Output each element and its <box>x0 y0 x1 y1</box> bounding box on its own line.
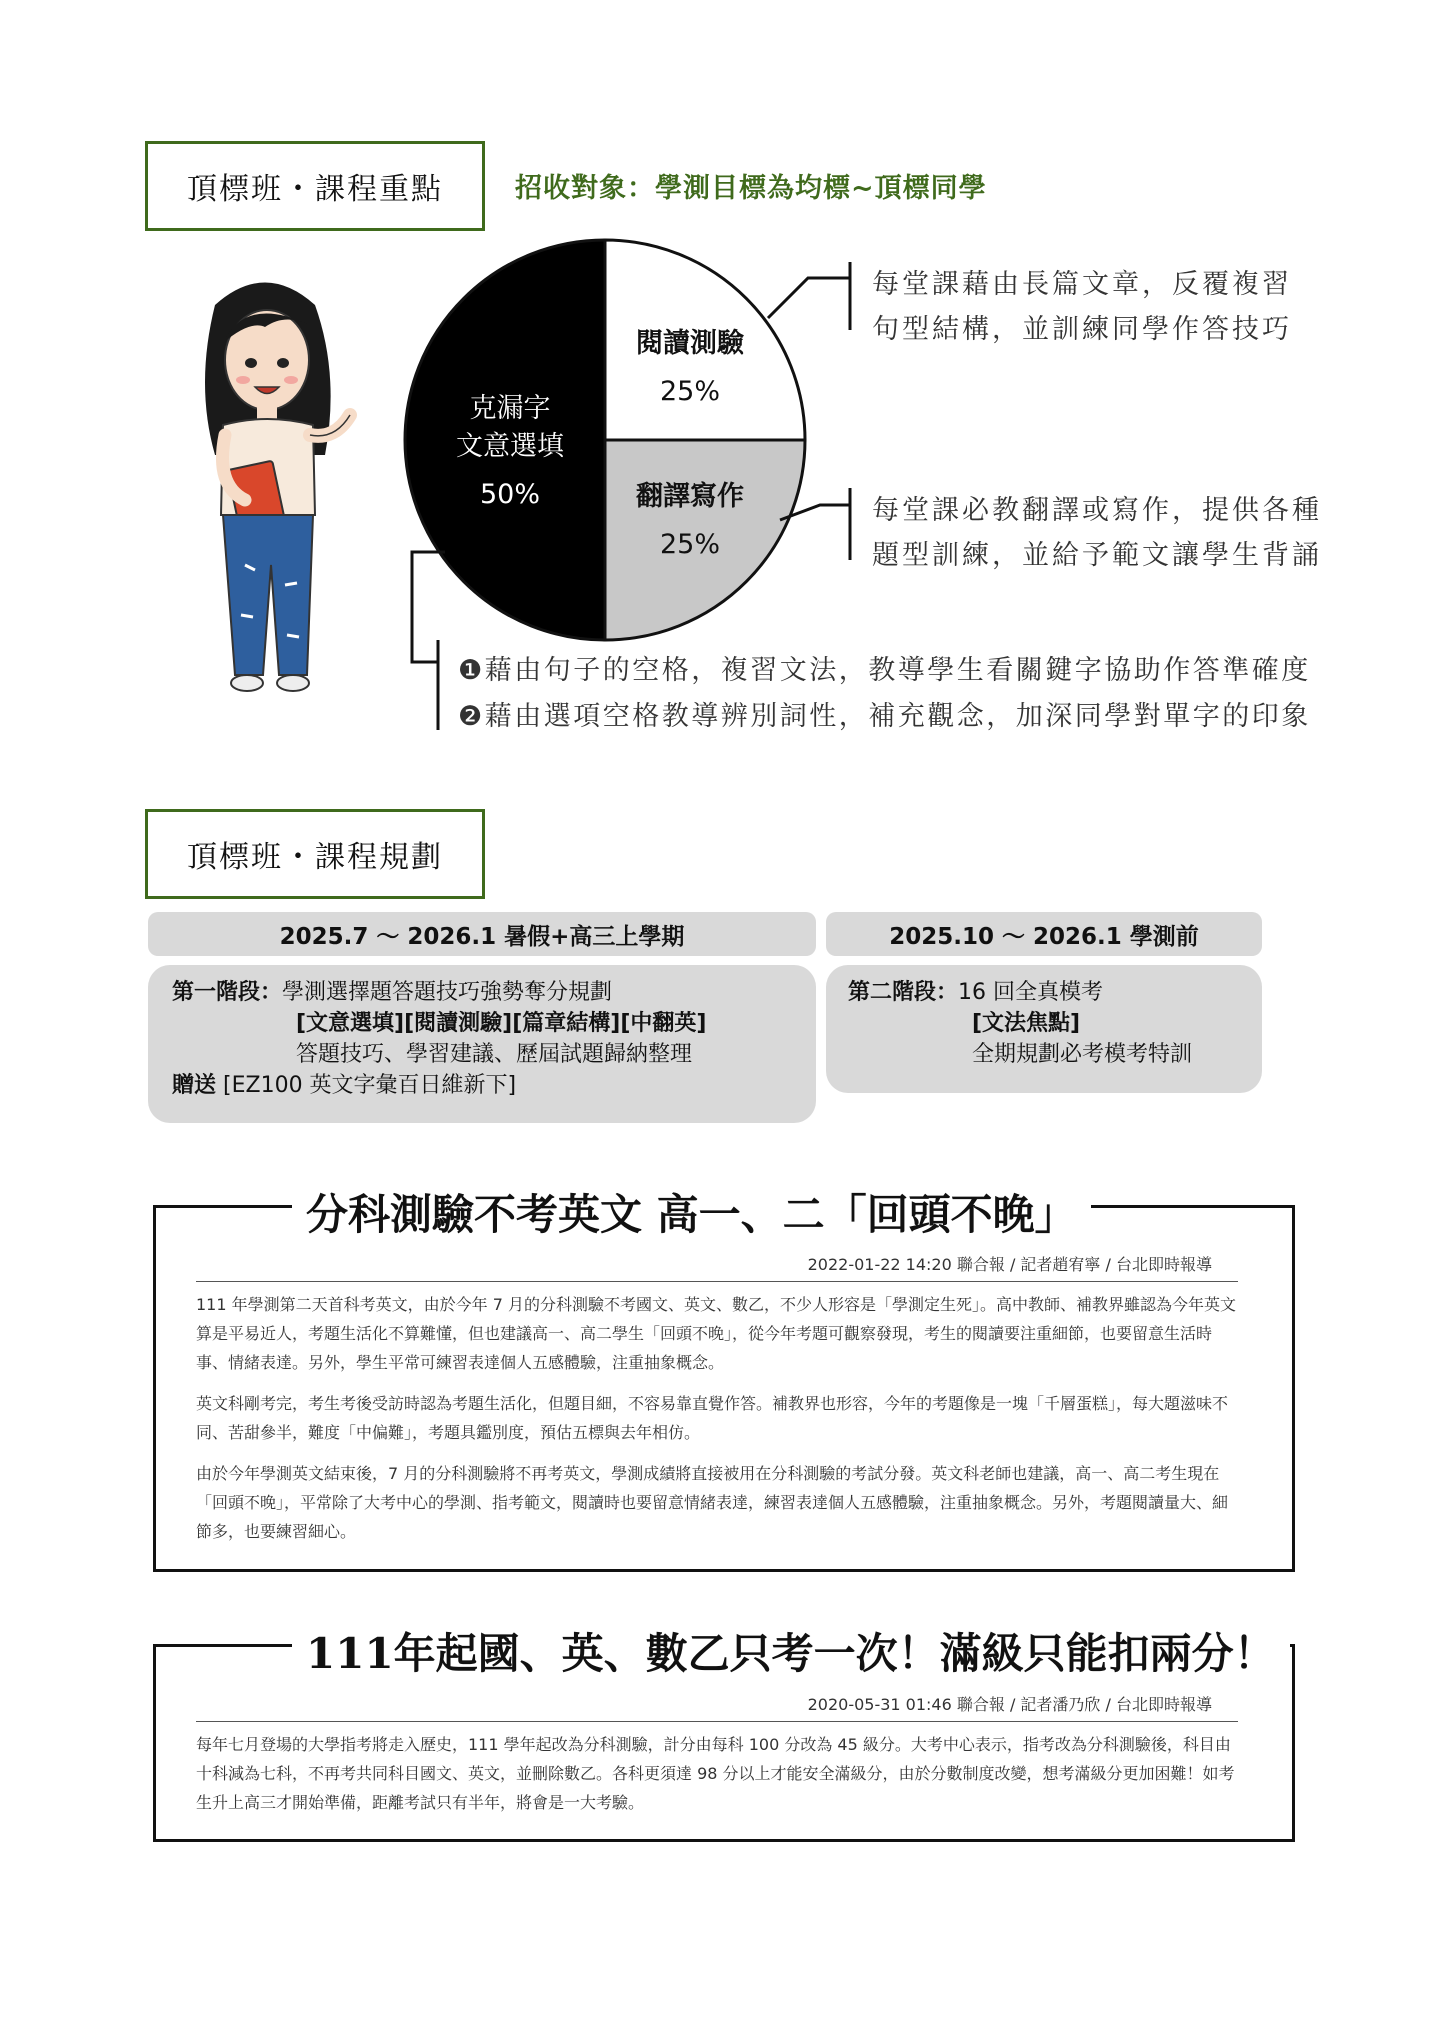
note-cloze-line1: ❶藉由句子的空格，複習文法，教導學生看關鍵字協助作答準確度 <box>458 655 1311 686</box>
stage2-detail: 全期規劃必考模考特訓 <box>972 1042 1193 1067</box>
stage1-header: 2025.7 ～ 2026.1 暑假+高三上學期 <box>148 912 816 956</box>
pie-label-cloze-percent: 50% <box>479 479 540 510</box>
stage1-detail: 答題技巧、學習建議、歷屆試題歸納整理 <box>296 1042 693 1067</box>
stage1-topics: [文意選填][閱讀測驗][篇章結構][中翻英] <box>296 1011 707 1036</box>
section-tag-label: 頂標班・課程規劃 <box>187 840 443 875</box>
section-tag-label: 頂標班・課程重點 <box>187 172 443 207</box>
stage1-title-row <box>172 977 816 1008</box>
news1-paragraph: 111 年學測第二天首科考英文，由於今年 7 月的分科測驗不考國文、英文、數乙，不少人形容是「學測定生死」。高中教師、補教界雖認為今年英文算是平易近人，考題生活化不算難懂，但也建議高一、高二學生「回頭不晚」，從今年考題可觀察發現，考生的閱讀要注重細節，也要留意生活時事、情緒表達。另外，學生平常可練習表達個人五感體驗，注重抽象概念。 <box>196 1295 1236 1372</box>
stage1-gift: [EZ100 英文字彙百日維新下] <box>223 1073 517 1098</box>
section-tag-course-plan <box>145 809 485 899</box>
connector-lines <box>0 0 1440 760</box>
news2-divider <box>196 1721 1238 1722</box>
stage2-label: 第二階段： <box>848 980 959 1005</box>
news1-meta: 2022-01-22 14:20 聯合報 / 記者趙宥寧 / 台北即時報導 <box>807 1255 1212 1274</box>
pie-label-cloze-line1: 克漏字 <box>469 393 551 424</box>
note-cloze-line2: ❷藉由選項空格教導辨別詞性，補充觀念，加深同學對單字的印象 <box>458 701 1311 732</box>
stage2-title-row <box>848 977 1262 1008</box>
news1-title: 分科測驗不考英文 高一、二「回頭不晚」 <box>292 1182 1091 1242</box>
note-reading-line2: 句型結構，並訓練同學作答技巧 <box>872 314 1292 345</box>
note-writing <box>872 488 1322 578</box>
stage1-title: 學測選擇題答題技巧強勢奪分規劃 <box>282 980 613 1005</box>
stage1-label: 第一階段： <box>172 980 283 1005</box>
stage1-gift-row <box>172 1070 816 1101</box>
stage1-gift-label: 贈送 <box>172 1073 217 1098</box>
note-cloze <box>458 648 1311 740</box>
pie-label-reading-name: 閱讀測驗 <box>636 328 744 359</box>
news2-body <box>196 1730 1238 1817</box>
pie-label-cloze-line2: 文意選填 <box>456 431 564 462</box>
news1-paragraph: 英文科剛考完，考生考後受訪時認為考題生活化，但題目細，不容易靠直覺作答。補教界也形容，今年的考題像是一塊「千層蛋糕」，每大題滋味不同、苦甜參半，難度「中偏難」，考題具鑑別度，預估五標與去年相仿。 <box>196 1394 1229 1442</box>
recruit-target: 招收對象：學測目標為均標~頂標同學 <box>515 173 987 204</box>
news2-paragraph: 每年七月登場的大學指考將走入歷史，111 學年起改為分科測驗，計分由每科 100 分改為 45 級分。大考中心表示，指考改為分科測驗後，科目由十科減為七科，不再考共同科目國文、英文，並刪除數乙。各科更須達 98 分以上才能安全滿級分，由於分數制度改變，想考滿級分更加困難！如考生升上高三才開始準備，距離考試只有半年，將會是一大考驗。 <box>196 1735 1235 1812</box>
note-reading <box>872 262 1292 352</box>
news1-paragraph: 由於今年學測英文結束後，7 月的分科測驗將不再考英文，學測成績將直接被用在分科測驗的考試分發。英文科老師也建議，高一、高二考生現在「回頭不晚」，平常除了大考中心的學測、指考範文，閱讀時也要留意情緒表達，練習表達個人五感體驗，注重抽象概念。另外，考題閱讀量大、細節多，也要練習細心。 <box>196 1464 1229 1541</box>
pie-label-reading-percent: 25% <box>659 376 720 407</box>
pie-label-writing-percent: 25% <box>659 529 720 560</box>
stage1-box <box>148 965 816 1123</box>
pie-label-writing-name: 翻譯寫作 <box>636 481 744 512</box>
news2-title: 111年起國、英、數乙只考一次！滿級只能扣兩分！ <box>292 1621 1290 1681</box>
stage2-title: 16 回全真模考 <box>958 980 1104 1005</box>
note-writing-line1: 每堂課必教翻譯或寫作，提供各種 <box>872 495 1322 526</box>
stage2-box <box>826 965 1262 1093</box>
news1-divider <box>196 1281 1238 1282</box>
stage2-topics: [文法焦點] <box>972 1011 1081 1036</box>
news2-meta: 2020-05-31 01:46 聯合報 / 記者潘乃欣 / 台北即時報導 <box>807 1695 1212 1714</box>
news1-body <box>196 1290 1238 1546</box>
note-writing-line2: 題型訓練，並給予範文讓學生背誦 <box>872 540 1322 571</box>
stage2-header: 2025.10 ～ 2026.1 學測前 <box>826 912 1262 956</box>
note-reading-line1: 每堂課藉由長篇文章，反覆複習 <box>872 269 1292 300</box>
